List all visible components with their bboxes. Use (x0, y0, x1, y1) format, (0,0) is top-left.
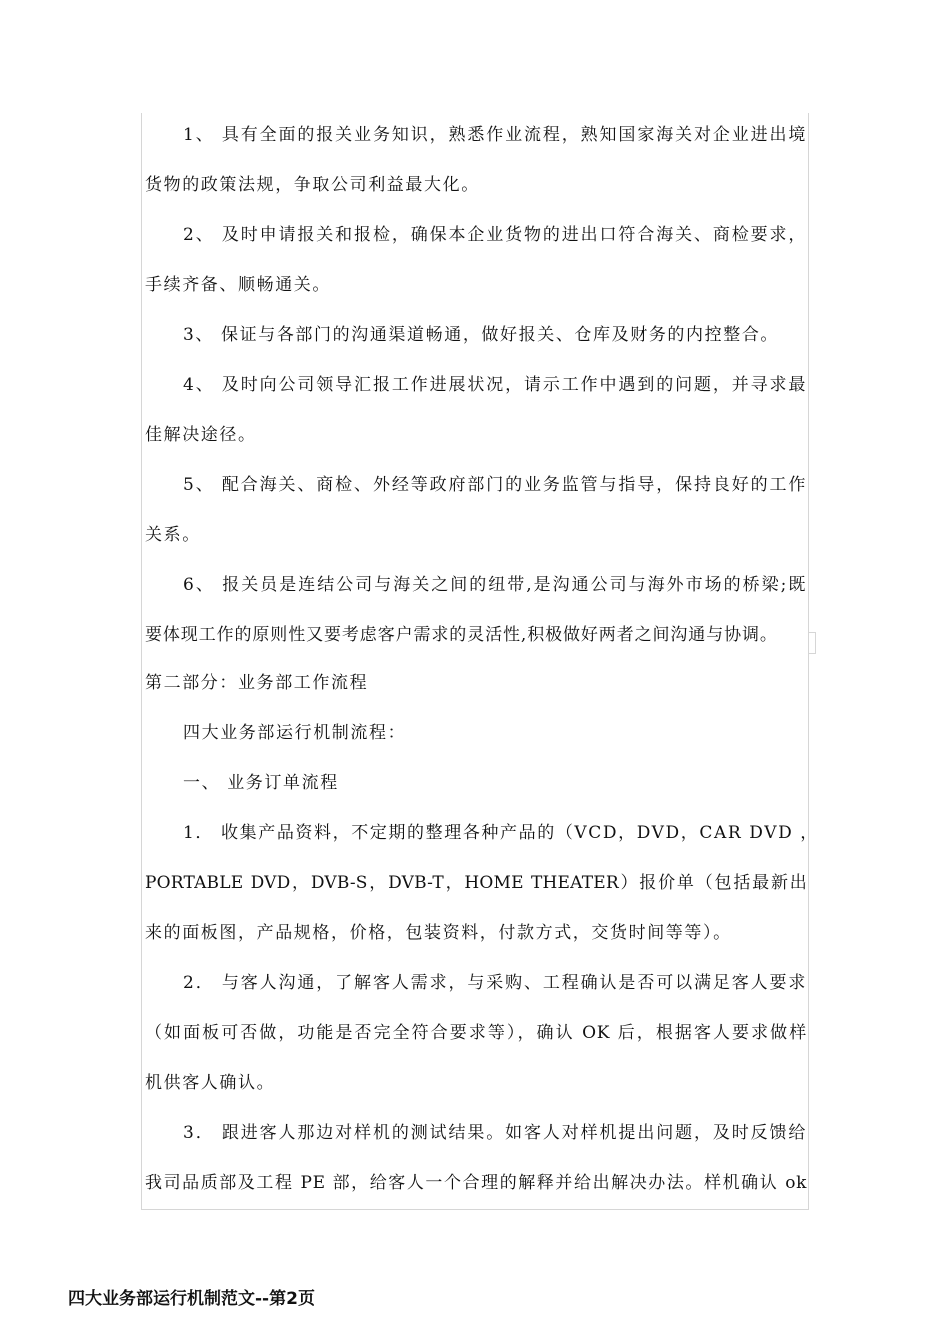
paragraph-line: （如面板可否做，功能是否完全符合要求等），确认 OK 后，根据客人要求做样 (145, 1023, 807, 1043)
paragraph-line: 2． 与客人沟通，了解客人需求，与采购、工程确认是否可以满足客人要求 (183, 973, 807, 993)
page-footer: 四大业务部运行机制范文--第2页 (68, 1289, 315, 1309)
paragraph-line: 1、 具有全面的报关业务知识，熟悉作业流程，熟知国家海关对企业进出境 (183, 125, 807, 145)
paragraph-line: 佳解决途径。 (145, 425, 257, 445)
paragraph-line: 机供客人确认。 (145, 1073, 276, 1093)
paragraph-line: 1． 收集产品资料，不定期的整理各种产品的（VCD，DVD，CAR DVD ， (183, 823, 819, 843)
paragraph-line: 来的面板图，产品规格，价格，包装资料，付款方式，交货时间等等）。 (145, 923, 732, 943)
paragraph-line: 3、 保证与各部门的沟通渠道畅通，做好报关、仓库及财务的内控整合。 (183, 325, 780, 345)
paragraph-line: 货物的政策法规，争取公司利益最大化。 (145, 175, 480, 195)
paragraph-line: 手续齐备、顺畅通关。 (145, 275, 331, 295)
paragraph-line: 6、 报关员是连结公司与海关之间的纽带,是沟通公司与海外市场的桥梁;既 (183, 575, 807, 595)
list-heading: 一、 业务订单流程 (183, 773, 339, 793)
paragraph-line: PORTABLE DVD，DVB-S，DVB-T，HOME THEATER）报价单（包括最新出 (145, 873, 807, 893)
paragraph-line: 四大业务部运行机制流程： (183, 723, 407, 743)
paragraph-line: 5、 配合海关、商检、外经等政府部门的业务监管与指导，保持良好的工作 (183, 475, 807, 495)
text-overflow-marker (808, 632, 816, 654)
paragraph-line: 要体现工作的原则性又要考虑客户需求的灵活性,积极做好两者之间沟通与协调。 (145, 625, 778, 645)
paragraph-line: 关系。 (145, 525, 201, 545)
paragraph-line: 4、 及时向公司领导汇报工作进展状况，请示工作中遇到的问题，并寻求最 (183, 375, 807, 395)
paragraph-line: 3． 跟进客人那边对样机的测试结果。如客人对样机提出问题，及时反馈给 (183, 1123, 807, 1143)
paragraph-line: 2、 及时申请报关和报检，确保本企业货物的进出口符合海关、商检要求， (183, 225, 807, 245)
paragraph-line: 我司品质部及工程 PE 部，给客人一个合理的解释并给出解决办法。样机确认 ok (145, 1173, 807, 1193)
section-heading: 第二部分：业务部工作流程 (145, 673, 369, 693)
